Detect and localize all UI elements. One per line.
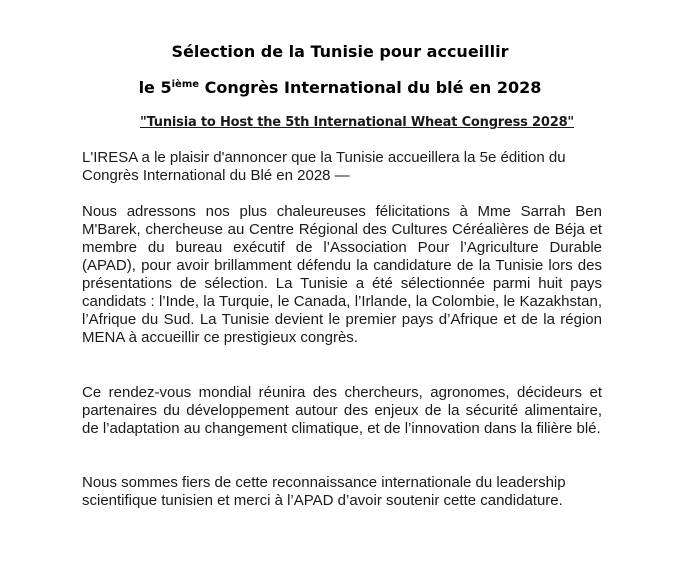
title-line-2-prefix: le 5 <box>138 78 172 97</box>
paragraph-closing: Nous sommes fiers de cette reconnaissance internationale du leadership scientifique tunisien et merci à l’APAD d’avoir soutenir cette candidature. <box>82 474 566 509</box>
title-line-2-suffix: Congrès International du blé en 2028 <box>199 78 542 97</box>
document-subtitle: "Tunisia to Host the 5th International Wheat Congress 2028" <box>140 115 574 130</box>
paragraph-announcement: L'IRESA a le plaisir d'annoncer que la Tunisie accueillera la 5e édition du Congrès International du Blé en 2028 — <box>82 149 566 184</box>
paragraph-congratulations: Nous adressons nos plus chaleureuses félicitations à Mme Sarrah Ben M'Barek, chercheuse au Centre Régional des Cultures Céréalières de Béja et membre du bureau exécutif de l’Association Pour l’Agriculture Durable (APAD), pour avoir brillamment défendu la candidature de la Tunisie lors des présentations de sélection. La Tunisie a été sélectionnée parmi huit pays candidats : l’Inde, la Turquie, le Canada, l’Irlande, la Colombie, le Kazakhstan, l’Afrique du Sud. La Tunisie devient le premier pays d’Afrique et de la région MENA à accueillir ce prestigieux congrès. <box>82 203 602 346</box>
document-title-line-2 <box>0 78 680 97</box>
document-title-line-1: Sélection de la Tunisie pour accueillir <box>171 42 509 61</box>
paragraph-event-description: Ce rendez-vous mondial réunira des chercheurs, agronomes, décideurs et partenaires du développement autour des enjeux de la sécurité alimentaire, de l’adaptation au changement climatique, et de l’innovation dans la filière blé. <box>82 384 602 437</box>
title-line-2-superscript: ième <box>171 79 200 90</box>
